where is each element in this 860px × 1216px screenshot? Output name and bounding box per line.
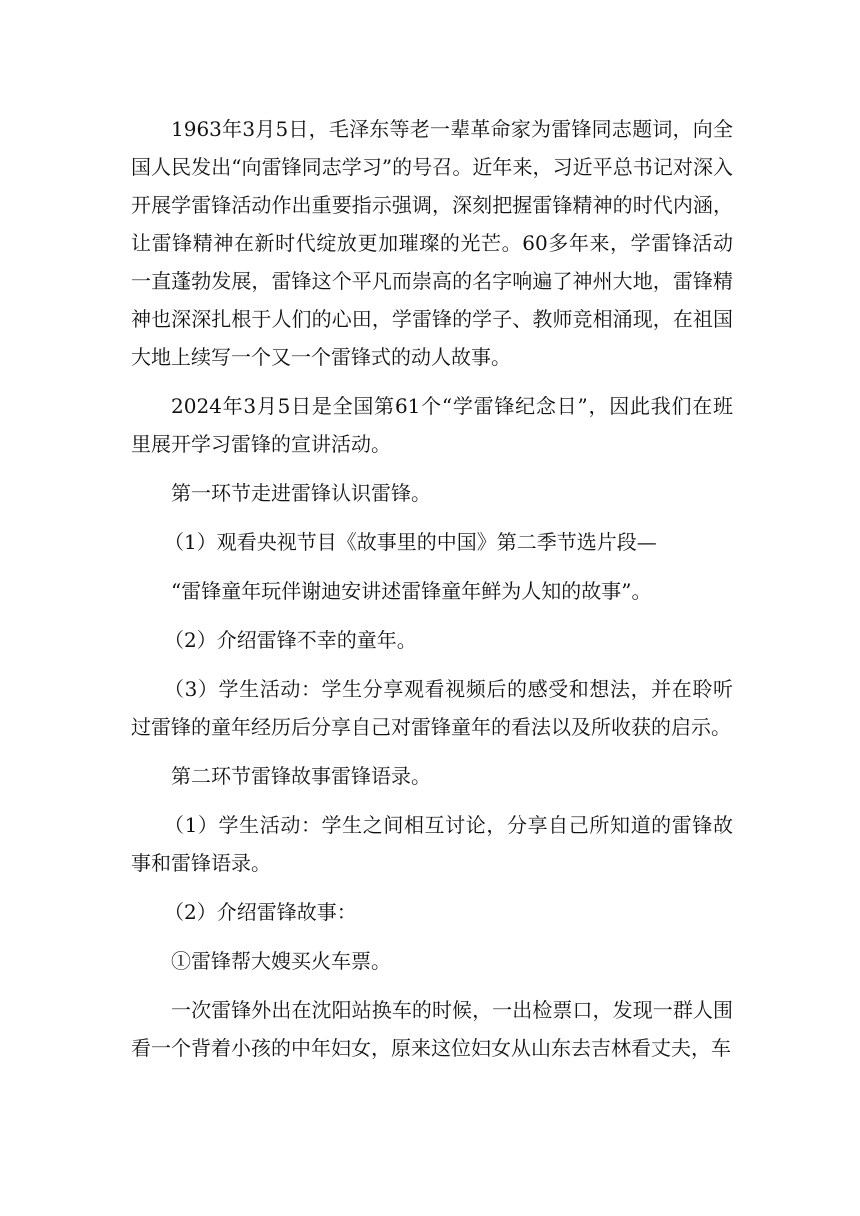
paragraph-item-1-1: （1）观看央视节目《故事里的中国》第二季节选片段—	[164, 530, 657, 554]
paragraph-story-body: 一次雷锋外出在沈阳站换车的时候，一出检票口，发现一群人围看一个背着小孩的中年妇女，原来这位妇女从山东去吉林看丈夫，车	[131, 998, 733, 1060]
document-body	[131, 110, 733, 1067]
paragraph-item-2-1: （1）学生活动：学生之间相互讨论，分享自己所知道的雷锋故事和雷锋语录。	[131, 813, 733, 875]
paragraph-memorial-day: 2024年3月5日是全国第61个“学雷锋纪念日”，因此我们在班里展开学习雷锋的宣讲活动。	[131, 394, 733, 456]
paragraph-item-1-3: （3）学生活动：学生分享观看视频后的感受和想法，并在聆听过雷锋的童年经历后分享自己对雷锋童年的看法以及所收获的启示。	[131, 677, 733, 739]
paragraph-item-1-1-continued: “雷锋童年玩伴谢迪安讲述雷锋童年鲜为人知的故事”。	[171, 579, 652, 603]
paragraph-intro: 1963年3月5日，毛泽东等老一辈革命家为雷锋同志题词，向全国人民发出“向雷锋同志学习”的号召。近年来，习近平总书记对深入开展学雷锋活动作出重要指示强调，深刻把握雷锋精神的时代内涵，让雷锋精神在新时代绽放更加璀璨的光芒。60多年来，学雷锋活动一直蓬勃发展，雷锋这个平凡而崇高的名字响遍了神州大地，雷锋精神也深深扎根于人们的心田，学雷锋的学子、教师竞相涌现，在祖国大地上续写一个又一个雷锋式的动人故事。	[131, 117, 733, 369]
paragraph-item-1-2: （2）介绍雷锋不幸的童年。	[164, 628, 417, 652]
paragraph-section-two-heading: 第二环节雷锋故事雷锋语录。	[171, 764, 431, 788]
paragraph-item-2-2: （2）介绍雷锋故事：	[164, 900, 357, 924]
paragraph-section-one-heading: 第一环节走进雷锋认识雷锋。	[171, 481, 431, 505]
paragraph-story-title: ①雷锋帮大嫂买火车票。	[171, 949, 391, 973]
